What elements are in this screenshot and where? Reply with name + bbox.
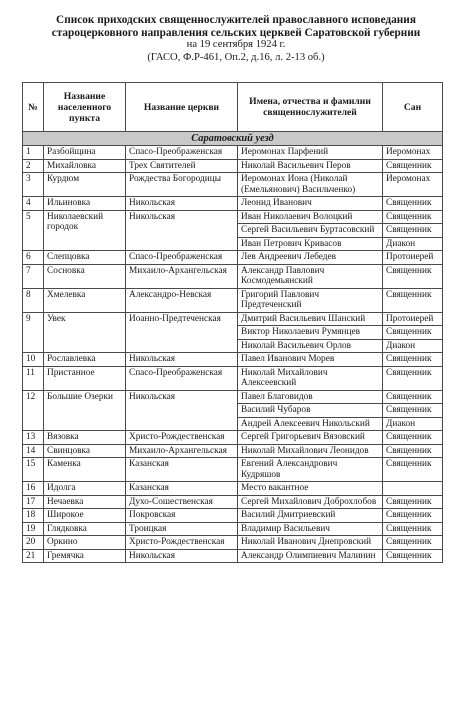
- cell-rank: Священник: [383, 390, 443, 404]
- cell-rank: Священник: [383, 366, 443, 390]
- document-title-line-1: Список приходских священнослужителей православного исповедания: [56, 14, 416, 26]
- cell-clergy-name: Евгений Александрович Кудряшов: [238, 458, 383, 482]
- cell-rank: Священник: [383, 288, 443, 312]
- cell-place: Свинцовка: [44, 444, 126, 458]
- cell-church: Иоанно-Предтеченская: [126, 312, 238, 353]
- cell-church: Казанская: [126, 482, 238, 496]
- cell-number: 11: [23, 366, 44, 390]
- cell-clergy-name: Дмитрий Васильевич Шанский: [238, 312, 383, 326]
- cell-number: 8: [23, 288, 44, 312]
- cell-clergy-name: Николай Васильевич Перов: [238, 159, 383, 173]
- table-row: [23, 146, 443, 160]
- cell-place: Широкое: [44, 509, 126, 523]
- cell-clergy-name: Николай Михайлович Леонидов: [238, 444, 383, 458]
- cell-church: Трех Святителей: [126, 159, 238, 173]
- cell-place: Каменка: [44, 458, 126, 482]
- cell-clergy-name: Место вакантное: [238, 482, 383, 496]
- table-row: [23, 264, 443, 288]
- cell-church: Христо-Рождественская: [126, 431, 238, 445]
- cell-place: Идолга: [44, 482, 126, 496]
- cell-clergy-name: Иван Петрович Кривасов: [238, 237, 383, 251]
- header-church: Название церкви: [126, 83, 238, 132]
- section-title-saratov-uezd: Саратовский уезд: [23, 132, 443, 146]
- cell-rank: Диакон: [383, 237, 443, 251]
- cell-place: Гремячка: [44, 549, 126, 563]
- cell-church: Никольская: [126, 197, 238, 211]
- cell-rank: Священник: [383, 264, 443, 288]
- document-title-line-2: староцерковного направления сельских церквей Саратовской губернии: [51, 26, 421, 39]
- cell-clergy-name: Николай Михайлович Алексеевский: [238, 366, 383, 390]
- cell-rank: [383, 482, 443, 496]
- cell-church: Никольская: [126, 390, 238, 431]
- cell-church: Никольская: [126, 210, 238, 251]
- table-row: [23, 210, 443, 224]
- cell-number: 17: [23, 495, 44, 509]
- table-row: [23, 197, 443, 211]
- table-row: [23, 159, 443, 173]
- cell-rank: Священник: [383, 444, 443, 458]
- cell-church: Никольская: [126, 549, 238, 563]
- cell-clergy-name: Лев Андреевич Лебедев: [238, 251, 383, 265]
- cell-clergy-name: Иеромонах Парфений: [238, 146, 383, 160]
- cell-church: Духо-Сошественская: [126, 495, 238, 509]
- table-body: [23, 132, 443, 563]
- cell-rank: Священник: [383, 404, 443, 418]
- cell-rank: Священник: [383, 536, 443, 550]
- cell-church: Спасо-Преображенская: [126, 146, 238, 160]
- table-row: [23, 251, 443, 265]
- cell-rank: Иеромонах: [383, 146, 443, 160]
- cell-clergy-name: Николай Иванович Днепровский: [238, 536, 383, 550]
- cell-clergy-name: Василий Чубаров: [238, 404, 383, 418]
- cell-place: Оркино: [44, 536, 126, 550]
- header-clergy-names: Имена, отчества и фамилии священнослужителей: [238, 83, 383, 132]
- table-row: [23, 390, 443, 404]
- archive-reference: (ГАСО, Ф.Р-461, Оп.2, д.16, л. 2-13 об.): [147, 51, 325, 63]
- header-place: Название населенного пункта: [44, 83, 126, 132]
- cell-rank: Священник: [383, 353, 443, 367]
- cell-clergy-name: Николай Васильевич Орлов: [238, 339, 383, 353]
- cell-church: Покровская: [126, 509, 238, 523]
- table-row: [23, 536, 443, 550]
- cell-place: Рославлевка: [44, 353, 126, 367]
- cell-number: 20: [23, 536, 44, 550]
- cell-clergy-name: Сергей Васильевич Буртасовский: [238, 224, 383, 238]
- table-row: [23, 444, 443, 458]
- cell-number: 12: [23, 390, 44, 431]
- cell-rank: Священник: [383, 522, 443, 536]
- cell-number: 19: [23, 522, 44, 536]
- cell-church: Александро-Невская: [126, 288, 238, 312]
- table-row: [23, 173, 443, 197]
- cell-rank: Священник: [383, 549, 443, 563]
- table-row: [23, 366, 443, 390]
- cell-rank: Священник: [383, 159, 443, 173]
- table-row: [23, 549, 443, 563]
- cell-rank: Священник: [383, 197, 443, 211]
- cell-clergy-name: Александр Олимпиевич Малинин: [238, 549, 383, 563]
- cell-rank: Священник: [383, 326, 443, 340]
- section-row: [23, 132, 443, 146]
- cell-rank: Протоиерей: [383, 312, 443, 326]
- cell-church: Рождества Богородицы: [126, 173, 238, 197]
- cell-rank: Священник: [383, 509, 443, 523]
- table-row: [23, 482, 443, 496]
- cell-place: Николаевский городок: [44, 210, 126, 251]
- cell-number: 7: [23, 264, 44, 288]
- cell-rank: Священник: [383, 495, 443, 509]
- table-row: [23, 431, 443, 445]
- cell-rank: Священник: [383, 458, 443, 482]
- cell-church: Михаило-Архангельская: [126, 264, 238, 288]
- cell-clergy-name: Виктор Николаевич Румянцев: [238, 326, 383, 340]
- cell-clergy-name: Александр Павлович Космодемьянский: [238, 264, 383, 288]
- cell-church: Никольская: [126, 353, 238, 367]
- table-row: [23, 288, 443, 312]
- table-row: [23, 495, 443, 509]
- table-row: [23, 312, 443, 326]
- cell-clergy-name: Иеромонах Иона (Николай (Емельянович) Васильченко): [238, 173, 383, 197]
- cell-number: 3: [23, 173, 44, 197]
- cell-number: 9: [23, 312, 44, 353]
- cell-clergy-name: Сергей Михайлович Доброхлобов: [238, 495, 383, 509]
- cell-rank: Диакон: [383, 417, 443, 431]
- clergy-table: [22, 82, 443, 563]
- cell-clergy-name: Павел Благовидов: [238, 390, 383, 404]
- table-header-row: [23, 83, 443, 132]
- cell-number: 21: [23, 549, 44, 563]
- cell-rank: Священник: [383, 210, 443, 224]
- cell-number: 13: [23, 431, 44, 445]
- cell-clergy-name: Павел Иванович Морев: [238, 353, 383, 367]
- cell-number: 10: [23, 353, 44, 367]
- cell-number: 5: [23, 210, 44, 251]
- table-row: [23, 458, 443, 482]
- table-row: [23, 509, 443, 523]
- cell-rank: Иеромонах: [383, 173, 443, 197]
- cell-number: 18: [23, 509, 44, 523]
- cell-place: Курдюм: [44, 173, 126, 197]
- table-row: [23, 353, 443, 367]
- cell-place: Ильиновка: [44, 197, 126, 211]
- cell-place: Вязовка: [44, 431, 126, 445]
- cell-place: Большие Озерки: [44, 390, 126, 431]
- cell-number: 14: [23, 444, 44, 458]
- cell-clergy-name: Сергей Григорьевич Вязовский: [238, 431, 383, 445]
- cell-place: Глядковка: [44, 522, 126, 536]
- header-number: №: [23, 83, 44, 132]
- cell-place: Пристанное: [44, 366, 126, 390]
- cell-church: Спасо-Преображенская: [126, 366, 238, 390]
- cell-clergy-name: Владимир Васильевич: [238, 522, 383, 536]
- cell-place: Нечаевка: [44, 495, 126, 509]
- cell-place: Увек: [44, 312, 126, 353]
- cell-church: Михаило-Архангельская: [126, 444, 238, 458]
- cell-number: 2: [23, 159, 44, 173]
- cell-number: 1: [23, 146, 44, 160]
- cell-church: Троицкая: [126, 522, 238, 536]
- table-row: [23, 522, 443, 536]
- cell-number: 15: [23, 458, 44, 482]
- cell-rank: Протоиерей: [383, 251, 443, 265]
- cell-church: Христо-Рождественская: [126, 536, 238, 550]
- cell-clergy-name: Василий Дмитриевский: [238, 509, 383, 523]
- cell-rank: Священник: [383, 431, 443, 445]
- cell-clergy-name: Леонид Иванович: [238, 197, 383, 211]
- cell-number: 6: [23, 251, 44, 265]
- cell-number: 4: [23, 197, 44, 211]
- cell-number: 16: [23, 482, 44, 496]
- cell-clergy-name: Григорий Павлович Предтеченский: [238, 288, 383, 312]
- cell-church: Спасо-Преображенская: [126, 251, 238, 265]
- cell-place: Сосновка: [44, 264, 126, 288]
- cell-place: Слепцовка: [44, 251, 126, 265]
- cell-clergy-name: Иван Николаевич Волоцкий: [238, 210, 383, 224]
- header-rank: Сан: [383, 83, 443, 132]
- document-date: на 19 сентября 1924 г.: [186, 39, 286, 50]
- cell-place: Разбойщина: [44, 146, 126, 160]
- document-header: [0, 14, 472, 64]
- cell-clergy-name: Андрей Алексеевич Никольский: [238, 417, 383, 431]
- cell-rank: Диакон: [383, 339, 443, 353]
- cell-place: Хмелевка: [44, 288, 126, 312]
- cell-place: Михайловка: [44, 159, 126, 173]
- cell-rank: Священник: [383, 224, 443, 238]
- cell-church: Казанская: [126, 458, 238, 482]
